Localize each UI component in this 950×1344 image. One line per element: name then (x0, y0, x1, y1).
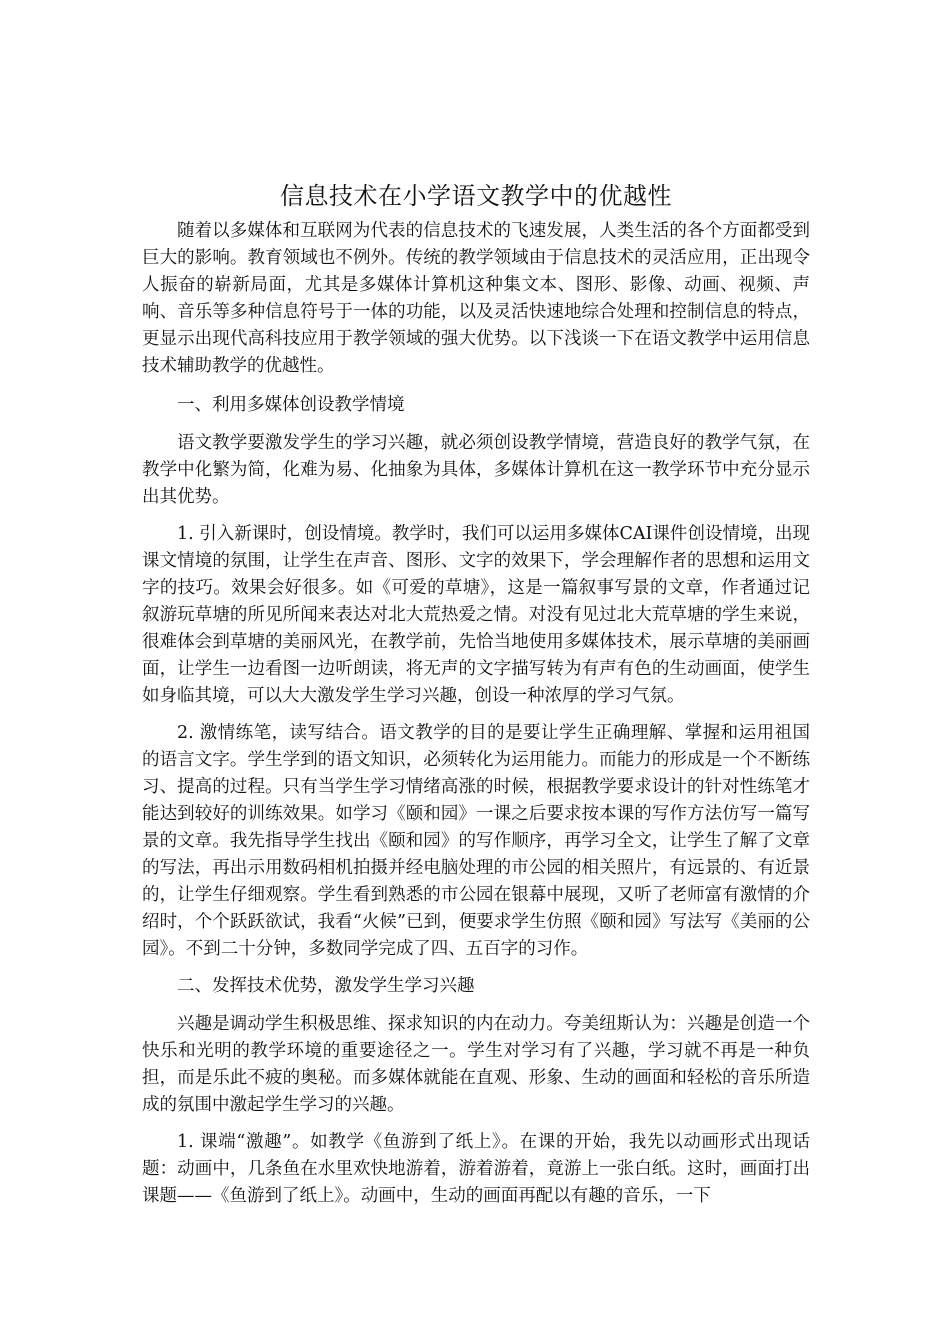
section-1-item-1: 1. 引入新课时，创设情境。教学时，我们可以运用多媒体CAI课件创设情境，出现课文情境的氛围，让学生在声音、图形、文字的效果下，学会理解作者的思想和运用文字的技巧。效果会好很多。如《可爱的草塘》，这是一篇叙事写景的文章，作者通过记叙游玩草塘的所见所闻来表达对北大荒热爱之情。对没有见过北大荒草塘的学生来说，很难体会到草塘的美丽风光，在教学前，先恰当地使用多媒体技术，展示草塘的美丽画面，让学生一边看图一边听朗读，将无声的文字描写转为有声有色的生动画面，使学生如身临其境，可以大大激发学生学习兴趣，创设一种浓厚的学习气氛。 (142, 524, 810, 706)
section-2-heading: 二、发挥技术优势，激发学生学习兴趣 (177, 976, 475, 996)
document-page (142, 180, 810, 1220)
section-1-paragraph: 语文教学要激发学生的学习兴趣，就必须创设教学情境，营造良好的教学气氛，在教学中化繁为简，化难为易、化抽象为具体，多媒体计算机在这一教学环节中充分显示出其优势。 (142, 433, 810, 507)
document-title: 信息技术在小学语文教学中的优越性 (280, 182, 672, 210)
intro-paragraph: 随着以多媒体和互联网为代表的信息技术的飞速发展，人类生活的各个方面都受到巨大的影响。教育领域也不例外。传统的教学领域由于信息技术的灵活应用，正出现令人振奋的崭新局面，尤其是多媒体计算机这种集文本、图形、影像、动画、视频、声响、音乐等多种信息符号于一体的功能，以及灵活快速地综合处理和控制信息的特点，更显示出现代高科技应用于教学领域的强大优势。以下浅谈一下在语文教学中运用信息技术辅助教学的优越性。 (142, 221, 810, 376)
section-2-item-1: 1. 课端“激趣”。如教学《鱼游到了纸上》。在课的开始，我先以动画形式出现话题：动画中，几条鱼在水里欢快地游着，游着游着，竟游上一张白纸。这时，画面打出课题——《鱼游到了纸上》。动画中，生动的画面再配以有趣的音乐，一下 (142, 1132, 810, 1206)
section-1-heading: 一、利用多媒体创设教学情境 (177, 395, 405, 415)
section-1-item-2: 2. 激情练笔，读写结合。语文教学的目的是要让学生正确理解、掌握和运用祖国的语言文字。学生学到的语文知识，必须转化为运用能力。而能力的形成是一个不断练习、提高的过程。只有当学生学习情绪高涨的时候，根据教学要求设计的针对性练笔才能达到较好的训练效果。如学习《颐和园》一课之后要求按本课的写作方法仿写一篇写景的文章。我先指导学生找出《颐和园》的写作顺序，再学习全文，让学生了解了文章的写法，再出示用数码相机拍摄并经电脑处理的市公园的相关照片，有远景的、有近景的，让学生仔细观察。学生看到熟悉的市公园在银幕中展现，又听了老师富有激情的介绍时，个个跃跃欲试，我看“火候”已到，便要求学生仿照《颐和园》写法写《美丽的公园》。不到二十分钟，多数同学完成了四、五百字的习作。 (142, 723, 810, 959)
section-2-paragraph: 兴趣是调动学生积极思维、探求知识的内在动力。夸美纽斯认为：兴趣是创造一个快乐和光明的教学环境的重要途径之一。学生对学习有了兴趣，学习就不再是一种负担，而是乐此不疲的奥秘。而多媒体就能在直观、形象、生动的画面和轻松的音乐所造成的氛围中激起学生学习的兴趣。 (142, 1014, 810, 1115)
